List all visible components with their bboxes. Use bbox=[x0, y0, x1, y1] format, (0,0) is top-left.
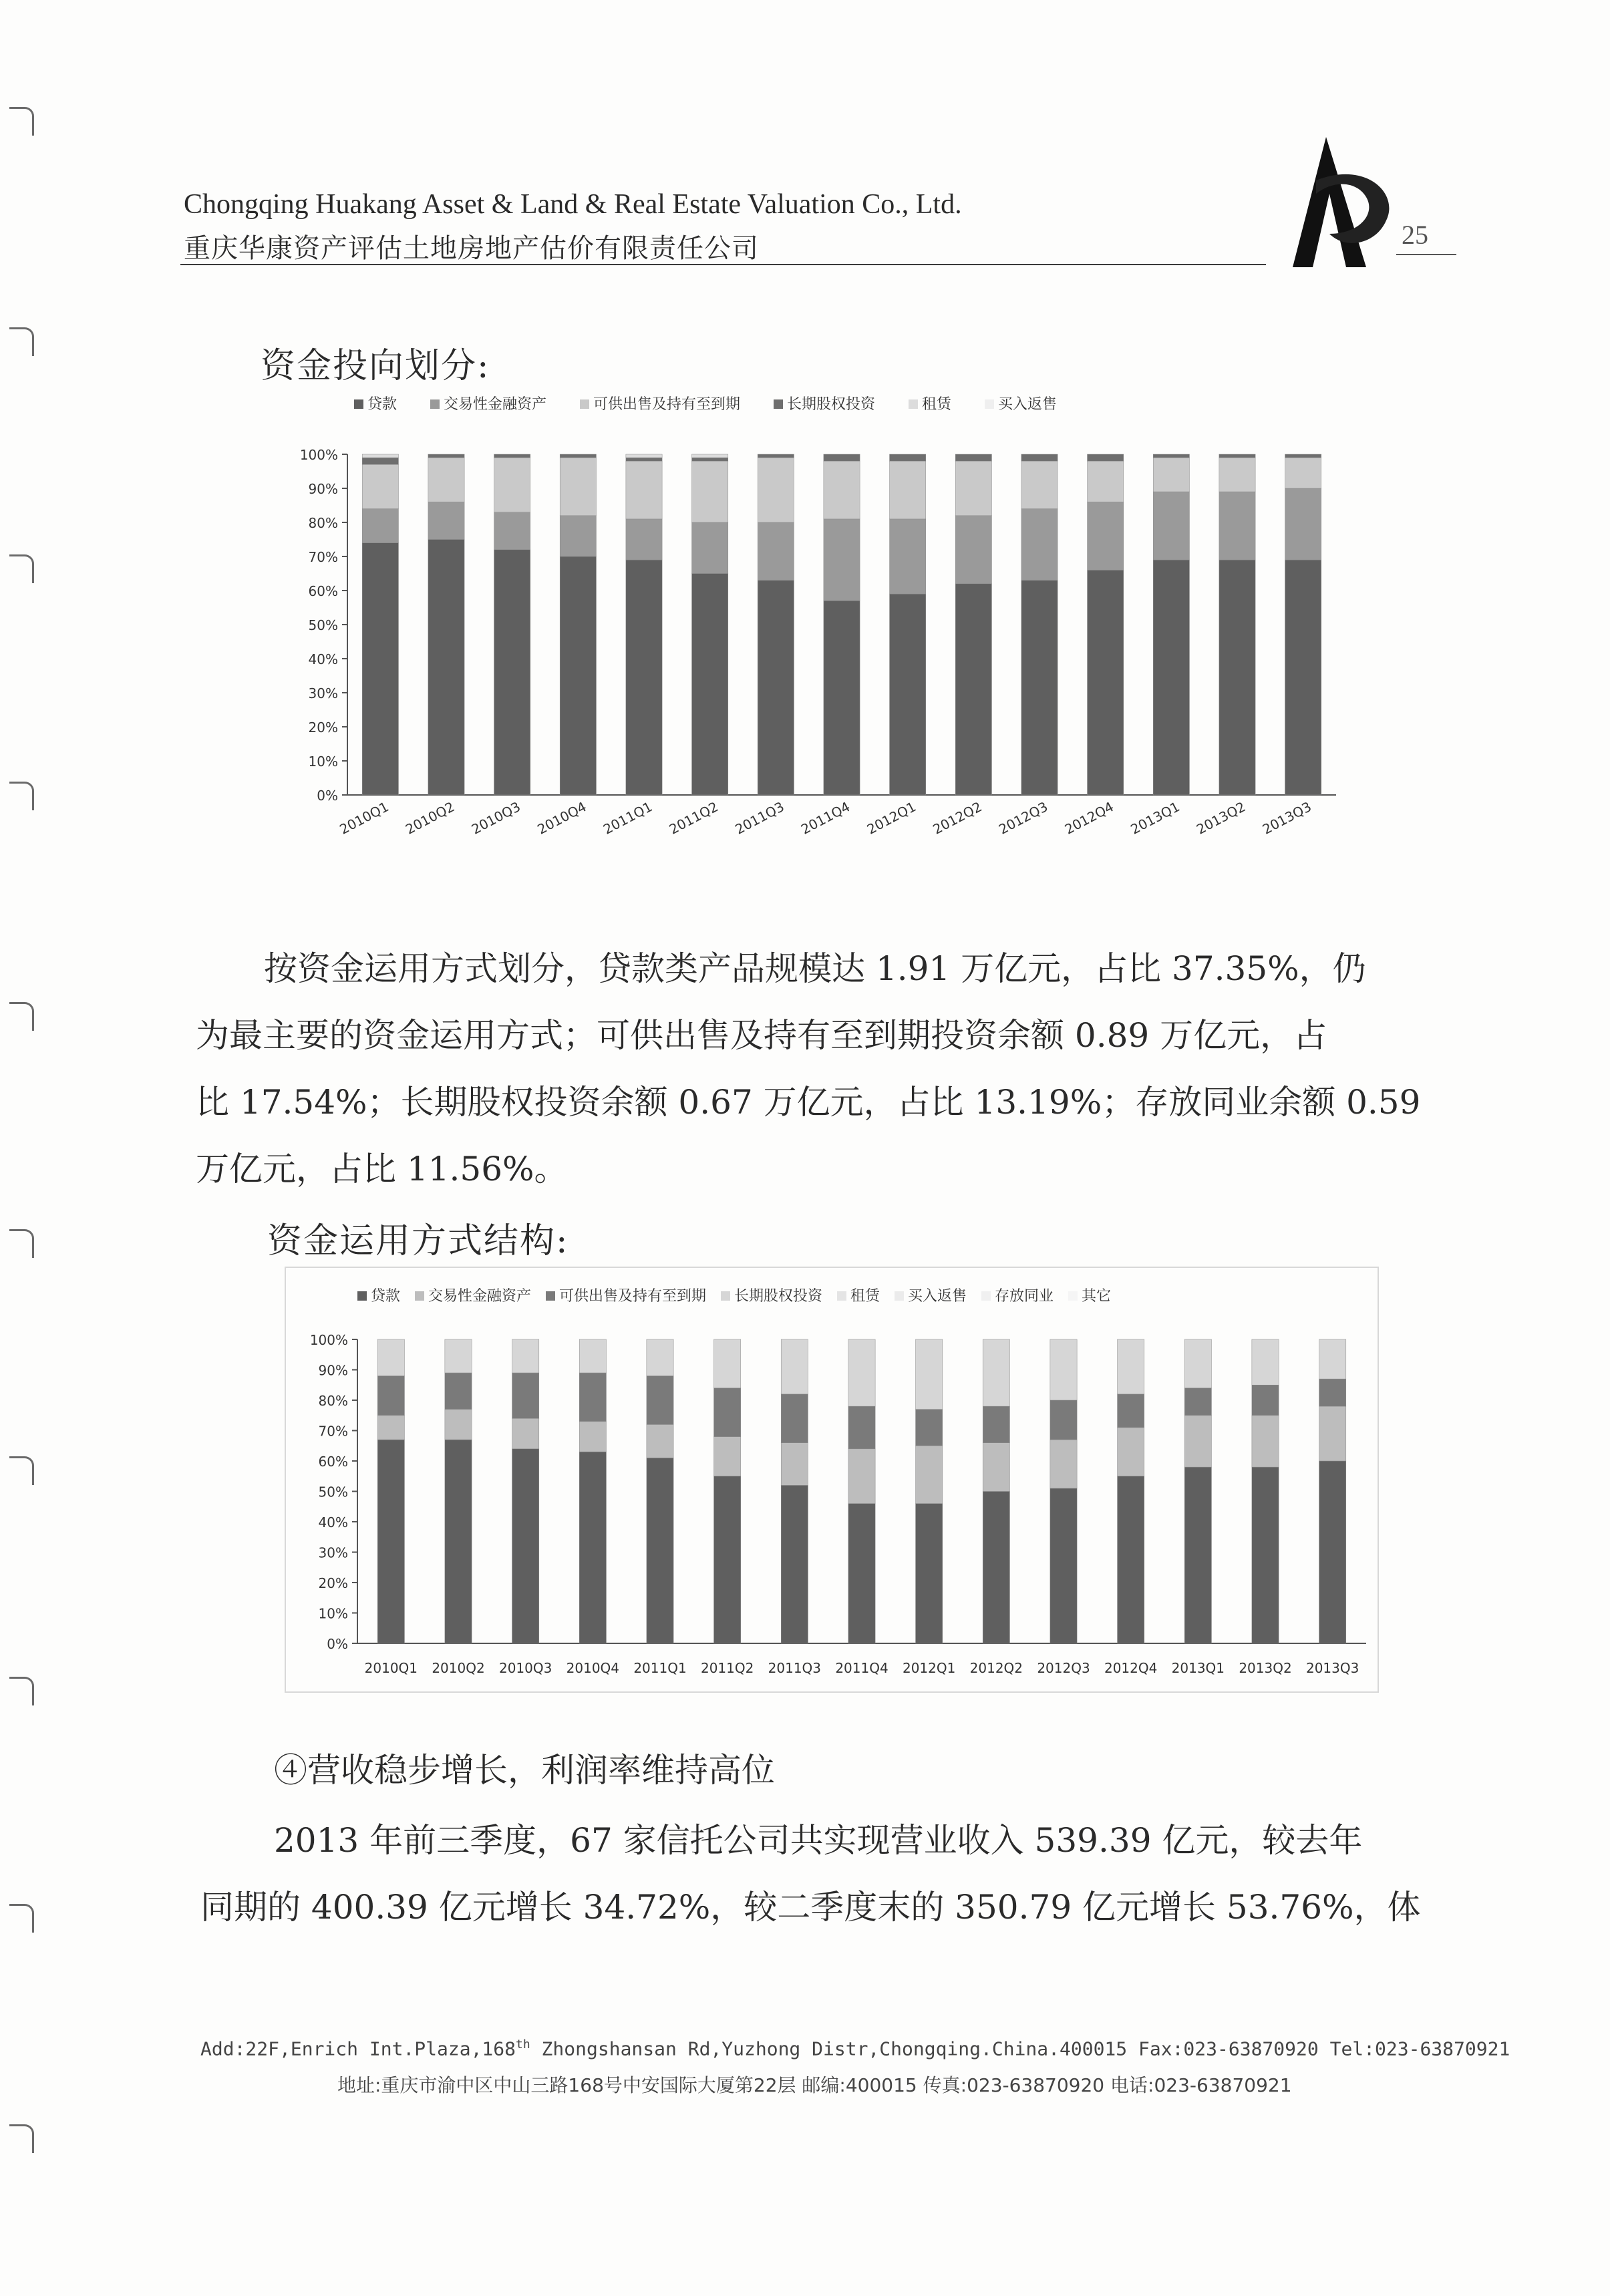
bar-segment bbox=[1219, 458, 1255, 492]
legend-swatch bbox=[895, 1291, 904, 1301]
bar-segment bbox=[1219, 560, 1255, 795]
x-tick-label: 2012Q1 bbox=[902, 1660, 956, 1676]
bar-segment bbox=[1050, 1339, 1077, 1400]
bar-segment bbox=[1184, 1467, 1211, 1643]
x-tick-label: 2010Q4 bbox=[534, 798, 589, 838]
bar-segment bbox=[983, 1443, 1009, 1492]
bar-segment bbox=[1184, 1416, 1211, 1467]
x-tick-label: 2010Q3 bbox=[498, 1660, 552, 1676]
x-tick-label: 2013Q3 bbox=[1305, 1660, 1359, 1676]
bar-segment bbox=[1021, 461, 1058, 508]
para1-line: 按资金运用方式划分，贷款类产品规模达 1.91 万亿元，占比 37.35%，仍 bbox=[264, 949, 1366, 988]
legend-label: 交易性金融资产 bbox=[428, 1288, 532, 1305]
x-tick-label: 2010Q4 bbox=[566, 1660, 620, 1676]
bar-segment bbox=[916, 1410, 943, 1446]
bar-segment bbox=[1319, 1379, 1346, 1406]
y-tick-label: 40% bbox=[308, 651, 338, 667]
y-tick-label: 90% bbox=[318, 1362, 348, 1379]
bar-segment bbox=[647, 1376, 673, 1425]
bar-segment bbox=[1285, 560, 1321, 795]
bar-segment bbox=[579, 1339, 606, 1373]
bar-segment bbox=[1118, 1476, 1144, 1643]
legend-swatch bbox=[546, 1291, 555, 1301]
bar-segment bbox=[1252, 1467, 1279, 1643]
legend-label: 存放同业 bbox=[995, 1288, 1054, 1305]
x-tick-label: 2012Q3 bbox=[995, 798, 1051, 838]
bar-segment bbox=[1285, 454, 1321, 458]
bar-segment bbox=[955, 584, 991, 795]
legend-swatch bbox=[357, 1291, 367, 1301]
legend-swatch bbox=[985, 399, 994, 409]
bar-segment bbox=[560, 454, 596, 458]
bar-segment bbox=[824, 454, 860, 461]
x-tick-label: 2011Q4 bbox=[835, 1660, 889, 1676]
bar-segment bbox=[626, 454, 662, 458]
bar-segment bbox=[626, 519, 662, 560]
y-tick-label: 70% bbox=[308, 549, 338, 565]
footer-address-en-sup: th bbox=[516, 2037, 530, 2052]
bar-segment bbox=[1252, 1416, 1279, 1467]
binding-mark bbox=[9, 1677, 34, 1705]
footer-address-en-part: Zhongshansan Rd,Yuzhong Distr,Chongqing.China.400015 Fax:023-63870920 Tel:023-63870921 bbox=[530, 2037, 1510, 2060]
bar-segment bbox=[1219, 492, 1255, 560]
page-number: 25 bbox=[1402, 220, 1428, 250]
bar-segment bbox=[848, 1449, 875, 1504]
binding-mark bbox=[9, 1002, 34, 1031]
bar-segment bbox=[824, 461, 860, 519]
bar-segment bbox=[781, 1394, 808, 1443]
bar-segment bbox=[848, 1406, 875, 1449]
bar-segment bbox=[512, 1418, 539, 1449]
para1-line: 为最主要的资金运用方式；可供出售及持有至到期投资余额 0.89 万亿元，占 bbox=[196, 1016, 1327, 1055]
bar-segment bbox=[714, 1476, 741, 1643]
x-tick-label: 2012Q4 bbox=[1104, 1660, 1158, 1676]
binding-mark bbox=[9, 1456, 34, 1485]
y-tick-label: 60% bbox=[318, 1454, 348, 1470]
legend-swatch bbox=[580, 399, 589, 409]
binding-mark bbox=[9, 1229, 34, 1258]
bar-segment bbox=[428, 540, 464, 796]
bar-segment bbox=[647, 1458, 673, 1643]
x-tick-label: 2011Q4 bbox=[798, 798, 853, 838]
x-tick-label: 2010Q3 bbox=[468, 798, 524, 838]
bar-segment bbox=[758, 522, 794, 581]
bar-segment bbox=[916, 1446, 943, 1503]
bar-segment bbox=[781, 1485, 808, 1643]
section3-heading: ④营收稳步增长，利润率维持高位 bbox=[274, 1751, 775, 1790]
bar-segment bbox=[1050, 1440, 1077, 1488]
bar-segment bbox=[494, 512, 530, 550]
x-tick-label: 2011Q1 bbox=[600, 798, 655, 838]
legend-swatch bbox=[415, 1291, 424, 1301]
bar-segment bbox=[1153, 492, 1189, 560]
bar-segment bbox=[714, 1388, 741, 1437]
bar-segment bbox=[1088, 461, 1124, 502]
bar-segment bbox=[1088, 570, 1124, 795]
legend-swatch bbox=[981, 1291, 991, 1301]
bar-segment bbox=[890, 454, 926, 461]
x-tick-label: 2013Q1 bbox=[1171, 1660, 1225, 1676]
x-tick-label: 2011Q2 bbox=[700, 1660, 754, 1676]
x-tick-label: 2011Q1 bbox=[633, 1660, 687, 1676]
bar-segment bbox=[626, 461, 662, 519]
x-tick-label: 2012Q4 bbox=[1062, 798, 1117, 838]
para1-line: 比 17.54%；长期股权投资余额 0.67 万亿元，占比 13.19%；存放同业余额 0.59 bbox=[196, 1083, 1421, 1122]
y-tick-label: 70% bbox=[318, 1423, 348, 1440]
x-tick-label: 2012Q1 bbox=[864, 798, 919, 838]
para2-line: 2013 年前三季度，67 家信托公司共实现营业收入 539.39 亿元，较去年 bbox=[274, 1821, 1363, 1860]
bar-segment bbox=[626, 560, 662, 795]
chart1-caption: 资金投向划分: bbox=[261, 346, 490, 386]
x-tick-label: 2011Q2 bbox=[666, 798, 721, 838]
bar-segment bbox=[890, 594, 926, 795]
y-tick-label: 100% bbox=[299, 447, 338, 463]
legend-label: 可供出售及持有至到期 bbox=[559, 1288, 707, 1305]
x-tick-label: 2010Q2 bbox=[432, 1660, 485, 1676]
footer-address-en-part: Add:22F,Enrich Int.Plaza,168 bbox=[200, 2037, 516, 2060]
y-tick-label: 40% bbox=[318, 1514, 348, 1530]
chart1-svg bbox=[274, 387, 1349, 882]
bar-segment bbox=[824, 519, 860, 601]
y-tick-label: 30% bbox=[308, 685, 338, 701]
bar-segment bbox=[1088, 454, 1124, 461]
y-tick-label: 50% bbox=[318, 1484, 348, 1500]
bar-segment bbox=[714, 1339, 741, 1388]
bar-segment bbox=[494, 458, 530, 512]
bar-segment bbox=[1252, 1385, 1279, 1416]
bar-segment bbox=[1319, 1461, 1346, 1643]
bar-segment bbox=[1184, 1388, 1211, 1416]
para2-line: 同期的 400.39 亿元增长 34.72%，较二季度末的 350.79 亿元增长 53.76%，体 bbox=[200, 1888, 1421, 1927]
bar-segment bbox=[377, 1440, 404, 1643]
bar-segment bbox=[1219, 454, 1255, 458]
binding-mark bbox=[9, 327, 34, 356]
bar-segment bbox=[955, 461, 991, 516]
legend-swatch bbox=[354, 399, 363, 409]
bar-segment bbox=[445, 1373, 472, 1410]
bar-segment bbox=[758, 581, 794, 795]
bar-segment bbox=[1285, 458, 1321, 488]
bar-segment bbox=[983, 1492, 1009, 1644]
y-tick-label: 90% bbox=[308, 481, 338, 497]
bar-segment bbox=[1021, 454, 1058, 461]
footer-address-en bbox=[200, 2037, 1510, 2060]
bar-segment bbox=[692, 461, 728, 522]
y-tick-label: 80% bbox=[308, 515, 338, 531]
bar-segment bbox=[512, 1449, 539, 1643]
bar-segment bbox=[824, 601, 860, 795]
legend-swatch bbox=[721, 1291, 730, 1301]
page-number-rule bbox=[1396, 254, 1456, 255]
bar-segment bbox=[428, 502, 464, 539]
x-tick-label: 2013Q2 bbox=[1239, 1660, 1292, 1676]
bar-segment bbox=[1319, 1406, 1346, 1461]
bar-segment bbox=[781, 1443, 808, 1486]
legend-label: 长期股权投资 bbox=[787, 396, 876, 413]
legend-label: 买入返售 bbox=[908, 1288, 967, 1305]
bar-segment bbox=[428, 458, 464, 502]
bar-segment bbox=[377, 1416, 404, 1440]
x-tick-label: 2013Q3 bbox=[1259, 798, 1315, 838]
x-tick-label: 2013Q2 bbox=[1193, 798, 1249, 838]
legend-label: 租赁 bbox=[850, 1288, 880, 1305]
bar-segment bbox=[692, 458, 728, 461]
bar-segment bbox=[445, 1410, 472, 1440]
legend-label: 可供出售及持有至到期 bbox=[593, 396, 741, 413]
binding-mark bbox=[9, 782, 34, 810]
x-tick-label: 2011Q3 bbox=[732, 798, 787, 838]
bar-segment bbox=[781, 1339, 808, 1394]
bar-segment bbox=[1021, 509, 1058, 581]
bar-segment bbox=[692, 574, 728, 796]
y-tick-label: 0% bbox=[327, 1636, 348, 1652]
bar-segment bbox=[647, 1424, 673, 1458]
binding-mark bbox=[9, 2124, 34, 2153]
legend-label: 交易性金融资产 bbox=[444, 396, 547, 413]
binding-mark bbox=[9, 554, 34, 583]
legend-swatch bbox=[774, 399, 783, 409]
y-tick-label: 10% bbox=[318, 1605, 348, 1622]
legend-label: 其它 bbox=[1082, 1288, 1112, 1305]
bar-segment bbox=[1153, 458, 1189, 492]
x-tick-label: 2012Q3 bbox=[1037, 1660, 1090, 1676]
bar-segment bbox=[1050, 1488, 1077, 1643]
bar-segment bbox=[848, 1339, 875, 1406]
bar-segment bbox=[955, 454, 991, 461]
bar-segment bbox=[1319, 1339, 1346, 1379]
bar-segment bbox=[692, 454, 728, 458]
bar-segment bbox=[692, 522, 728, 574]
bar-segment bbox=[494, 550, 530, 795]
bar-segment bbox=[362, 458, 398, 464]
bar-segment bbox=[362, 509, 398, 543]
bar-segment bbox=[955, 516, 991, 584]
x-tick-label: 2012Q2 bbox=[969, 1660, 1023, 1676]
legend-label: 长期股权投资 bbox=[734, 1288, 823, 1305]
bar-segment bbox=[377, 1339, 404, 1376]
bar-segment bbox=[890, 519, 926, 594]
bar-segment bbox=[626, 458, 662, 461]
y-tick-label: 10% bbox=[308, 754, 338, 770]
legend-label: 贷款 bbox=[371, 1288, 401, 1305]
bar-segment bbox=[1118, 1428, 1144, 1476]
chart2-container bbox=[284, 1266, 1380, 1696]
legend-label: 买入返售 bbox=[998, 396, 1058, 413]
binding-mark bbox=[9, 107, 34, 136]
bar-segment bbox=[758, 458, 794, 522]
legend-label: 贷款 bbox=[367, 396, 397, 413]
y-tick-label: 50% bbox=[308, 617, 338, 633]
legend-swatch bbox=[430, 399, 440, 409]
bar-segment bbox=[445, 1440, 472, 1643]
bar-segment bbox=[714, 1437, 741, 1476]
y-tick-label: 20% bbox=[318, 1575, 348, 1591]
bar-segment bbox=[512, 1339, 539, 1373]
y-tick-label: 60% bbox=[308, 583, 338, 599]
company-logo-icon bbox=[1266, 134, 1400, 274]
y-tick-label: 80% bbox=[318, 1393, 348, 1409]
header-company-en: Chongqing Huakang Asset & Land & Real Estate Valuation Co., Ltd. bbox=[184, 189, 962, 220]
bar-segment bbox=[579, 1373, 606, 1422]
bar-segment bbox=[983, 1406, 1009, 1443]
bar-segment bbox=[1021, 581, 1058, 795]
chart2-svg bbox=[284, 1266, 1380, 1693]
bar-segment bbox=[512, 1373, 539, 1418]
bar-segment bbox=[428, 454, 464, 458]
bar-segment bbox=[1118, 1394, 1144, 1428]
bar-segment bbox=[560, 556, 596, 795]
bar-segment bbox=[983, 1339, 1009, 1406]
x-tick-label: 2010Q1 bbox=[337, 798, 391, 838]
y-tick-label: 30% bbox=[318, 1544, 348, 1561]
x-tick-label: 2010Q2 bbox=[402, 798, 458, 838]
bar-segment bbox=[1153, 454, 1189, 458]
bar-segment bbox=[560, 458, 596, 516]
y-tick-label: 20% bbox=[308, 719, 338, 735]
x-tick-label: 2013Q1 bbox=[1128, 798, 1182, 838]
bar-segment bbox=[647, 1339, 673, 1376]
bar-segment bbox=[848, 1504, 875, 1643]
bar-segment bbox=[1285, 488, 1321, 560]
chart1-container bbox=[274, 387, 1349, 884]
footer-address-cn: 地址:重庆市渝中区中山三路168号中安国际大厦第22层 邮编:400015 传真:023-63870920 电话:023-63870921 bbox=[337, 2074, 1292, 2096]
bar-segment bbox=[445, 1339, 472, 1373]
y-tick-label: 100% bbox=[309, 1332, 348, 1348]
bar-segment bbox=[560, 516, 596, 556]
x-tick-label: 2011Q3 bbox=[768, 1660, 822, 1676]
binding-mark bbox=[9, 1904, 34, 1933]
chart2-caption: 资金运用方式结构: bbox=[267, 1221, 569, 1261]
bar-segment bbox=[916, 1339, 943, 1410]
bar-segment bbox=[890, 461, 926, 519]
bar-segment bbox=[377, 1376, 404, 1416]
bar-segment bbox=[758, 454, 794, 458]
legend-swatch bbox=[837, 1291, 846, 1301]
bar-segment bbox=[1088, 502, 1124, 570]
bar-segment bbox=[916, 1504, 943, 1643]
y-tick-label: 0% bbox=[317, 788, 338, 804]
legend-label: 租赁 bbox=[922, 396, 952, 413]
x-tick-label: 2012Q2 bbox=[930, 798, 985, 838]
bar-segment bbox=[1252, 1339, 1279, 1385]
bar-segment bbox=[1050, 1400, 1077, 1440]
bar-segment bbox=[362, 464, 398, 508]
legend-swatch bbox=[909, 399, 918, 409]
bar-segment bbox=[1153, 560, 1189, 795]
bar-segment bbox=[1118, 1339, 1144, 1394]
legend-swatch bbox=[1068, 1291, 1078, 1301]
header-company-cn: 重庆华康资产评估土地房地产估价有限责任公司 bbox=[184, 233, 759, 264]
bar-segment bbox=[494, 454, 530, 458]
bar-segment bbox=[579, 1422, 606, 1452]
header-rule bbox=[180, 264, 1266, 265]
bar-segment bbox=[1184, 1339, 1211, 1388]
x-tick-label: 2010Q1 bbox=[364, 1660, 418, 1676]
bar-segment bbox=[362, 543, 398, 795]
bar-segment bbox=[362, 454, 398, 458]
para1-line: 万亿元，占比 11.56%。 bbox=[196, 1150, 568, 1188]
bar-segment bbox=[579, 1452, 606, 1643]
